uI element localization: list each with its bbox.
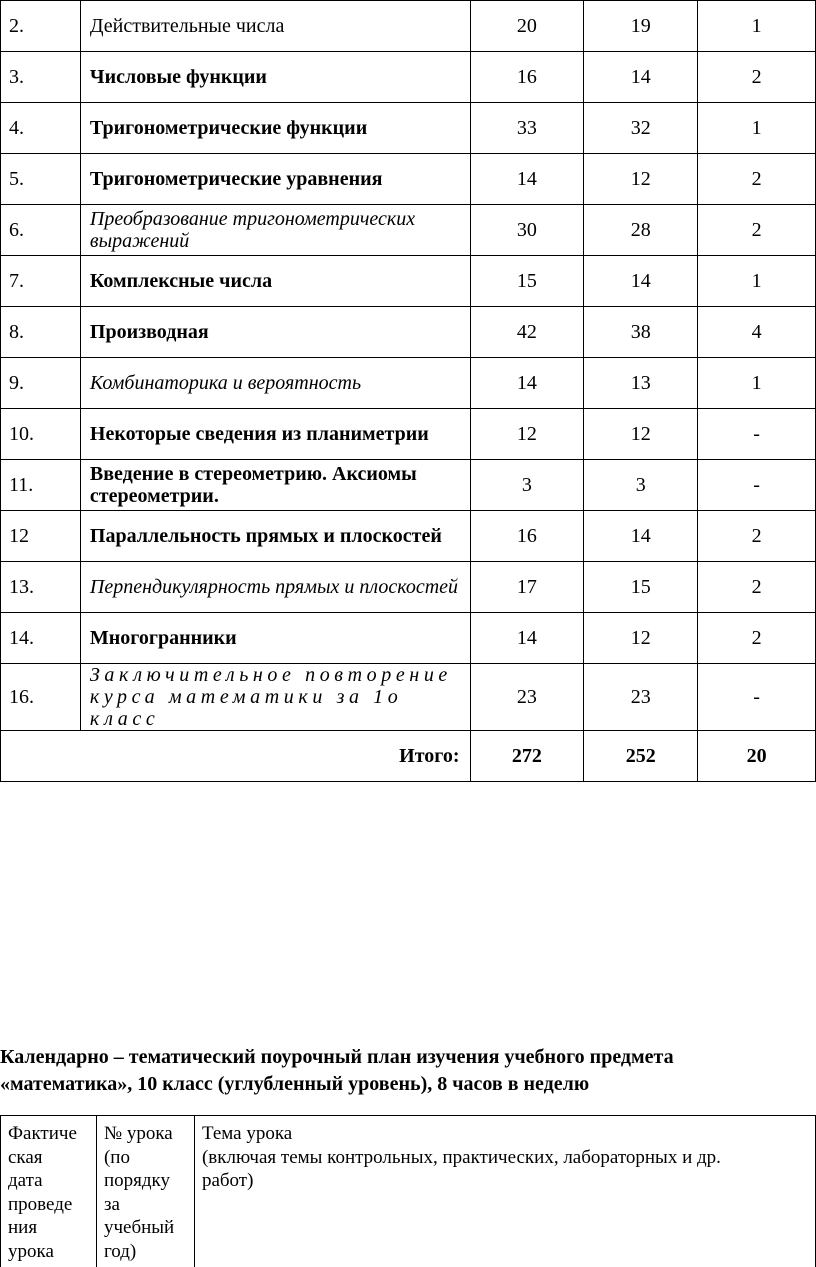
table-row [1, 52, 816, 103]
header-line: порядку [104, 1169, 188, 1193]
row-tests: 2 [698, 52, 816, 103]
row-topic: Тригонометрические уравнения [80, 154, 470, 205]
row-tests: 1 [698, 358, 816, 409]
row-lessons: 19 [584, 1, 698, 52]
header-lesson-number [96, 1116, 194, 1267]
header-line: работ) [202, 1169, 809, 1193]
row-topic: Производная [80, 307, 470, 358]
row-number: 2. [1, 1, 81, 52]
row-tests: - [698, 460, 816, 511]
row-lessons: 32 [584, 103, 698, 154]
row-number: 10. [1, 409, 81, 460]
total-hours: 272 [470, 731, 584, 782]
table-row [1, 562, 816, 613]
row-lessons: 38 [584, 307, 698, 358]
row-lessons: 28 [584, 205, 698, 256]
row-topic: Преобразование тригонометрических выражений [80, 205, 470, 256]
header-line: ния [8, 1216, 90, 1240]
header-lesson-topic [194, 1116, 815, 1267]
row-tests: 1 [698, 103, 816, 154]
row-hours: 16 [470, 52, 584, 103]
row-tests: 2 [698, 562, 816, 613]
header-line: Фактиче [8, 1122, 90, 1146]
table-row [1, 511, 816, 562]
row-hours: 14 [470, 358, 584, 409]
row-hours: 20 [470, 1, 584, 52]
row-topic: Заключительное повторение курса математики за 1о класс [80, 664, 470, 731]
row-hours: 3 [470, 460, 584, 511]
row-hours: 14 [470, 613, 584, 664]
row-topic: Комплексные числа [80, 256, 470, 307]
header-line: учебный [104, 1216, 188, 1240]
plan-header-row [1, 1116, 816, 1267]
heading-line-2: «математика», 10 класс (углубленный уровень), 8 часов в неделю [0, 1071, 816, 1098]
row-topic: Параллельность прямых и плоскостей [80, 511, 470, 562]
header-line: ская [8, 1146, 90, 1170]
header-line: год) [104, 1240, 188, 1264]
row-topic: Многогранники [80, 613, 470, 664]
row-topic: Введение в стереометрию. Аксиомы стереометрии. [80, 460, 470, 511]
row-number: 7. [1, 256, 81, 307]
row-topic: Действительные числа [80, 1, 470, 52]
table-row [1, 664, 816, 731]
row-lessons: 14 [584, 52, 698, 103]
table-row [1, 205, 816, 256]
table-row [1, 613, 816, 664]
row-number: 5. [1, 154, 81, 205]
heading-line-1: Календарно – тематический поурочный план изучения учебного предмета [0, 1044, 816, 1071]
header-line: за [104, 1193, 188, 1217]
row-lessons: 14 [584, 511, 698, 562]
row-topic: Тригонометрические функции [80, 103, 470, 154]
row-tests: 2 [698, 613, 816, 664]
lesson-plan-table [0, 1115, 816, 1267]
row-tests: 2 [698, 154, 816, 205]
row-tests: 2 [698, 511, 816, 562]
header-line: (по [104, 1146, 188, 1170]
row-hours: 15 [470, 256, 584, 307]
row-hours: 16 [470, 511, 584, 562]
row-hours: 12 [470, 409, 584, 460]
row-number: 13. [1, 562, 81, 613]
section-heading [0, 1044, 816, 1098]
row-tests: 4 [698, 307, 816, 358]
header-line: проведе [8, 1193, 90, 1217]
header-line: Тема урока [202, 1122, 809, 1146]
header-line: урока [8, 1240, 90, 1264]
row-topic: Числовые функции [80, 52, 470, 103]
row-number: 8. [1, 307, 81, 358]
row-number: 14. [1, 613, 81, 664]
row-tests: 2 [698, 205, 816, 256]
header-line: № урока [104, 1122, 188, 1146]
table-row [1, 103, 816, 154]
row-number: 11. [1, 460, 81, 511]
header-line: (включая темы контрольных, практических, лабораторных и др. [202, 1146, 809, 1170]
row-number: 6. [1, 205, 81, 256]
row-number: 4. [1, 103, 81, 154]
row-hours: 14 [470, 154, 584, 205]
row-hours: 30 [470, 205, 584, 256]
row-number: 3. [1, 52, 81, 103]
total-row [1, 731, 816, 782]
row-hours: 17 [470, 562, 584, 613]
row-hours: 42 [470, 307, 584, 358]
row-lessons: 12 [584, 409, 698, 460]
row-number: 9. [1, 358, 81, 409]
row-lessons: 23 [584, 664, 698, 731]
total-lessons: 252 [584, 731, 698, 782]
table-row [1, 307, 816, 358]
row-tests: - [698, 409, 816, 460]
row-lessons: 12 [584, 154, 698, 205]
table-row [1, 358, 816, 409]
table-row [1, 409, 816, 460]
table-row [1, 1, 816, 52]
row-tests: 1 [698, 1, 816, 52]
row-number: 16. [1, 664, 81, 731]
row-hours: 33 [470, 103, 584, 154]
row-lessons: 12 [584, 613, 698, 664]
table-row [1, 154, 816, 205]
row-lessons: 15 [584, 562, 698, 613]
header-line: дата [8, 1169, 90, 1193]
row-tests: 1 [698, 256, 816, 307]
row-lessons: 14 [584, 256, 698, 307]
row-lessons: 13 [584, 358, 698, 409]
table-row [1, 460, 816, 511]
row-hours: 23 [470, 664, 584, 731]
row-topic: Перпендикулярность прямых и плоскостей [80, 562, 470, 613]
total-tests: 20 [698, 731, 816, 782]
row-topic: Некоторые сведения из планиметрии [80, 409, 470, 460]
row-tests: - [698, 664, 816, 731]
header-date [1, 1116, 97, 1267]
total-label: Итого: [1, 731, 471, 782]
row-number: 12 [1, 511, 81, 562]
table-row [1, 256, 816, 307]
row-lessons: 3 [584, 460, 698, 511]
row-topic: Комбинаторика и вероятность [80, 358, 470, 409]
